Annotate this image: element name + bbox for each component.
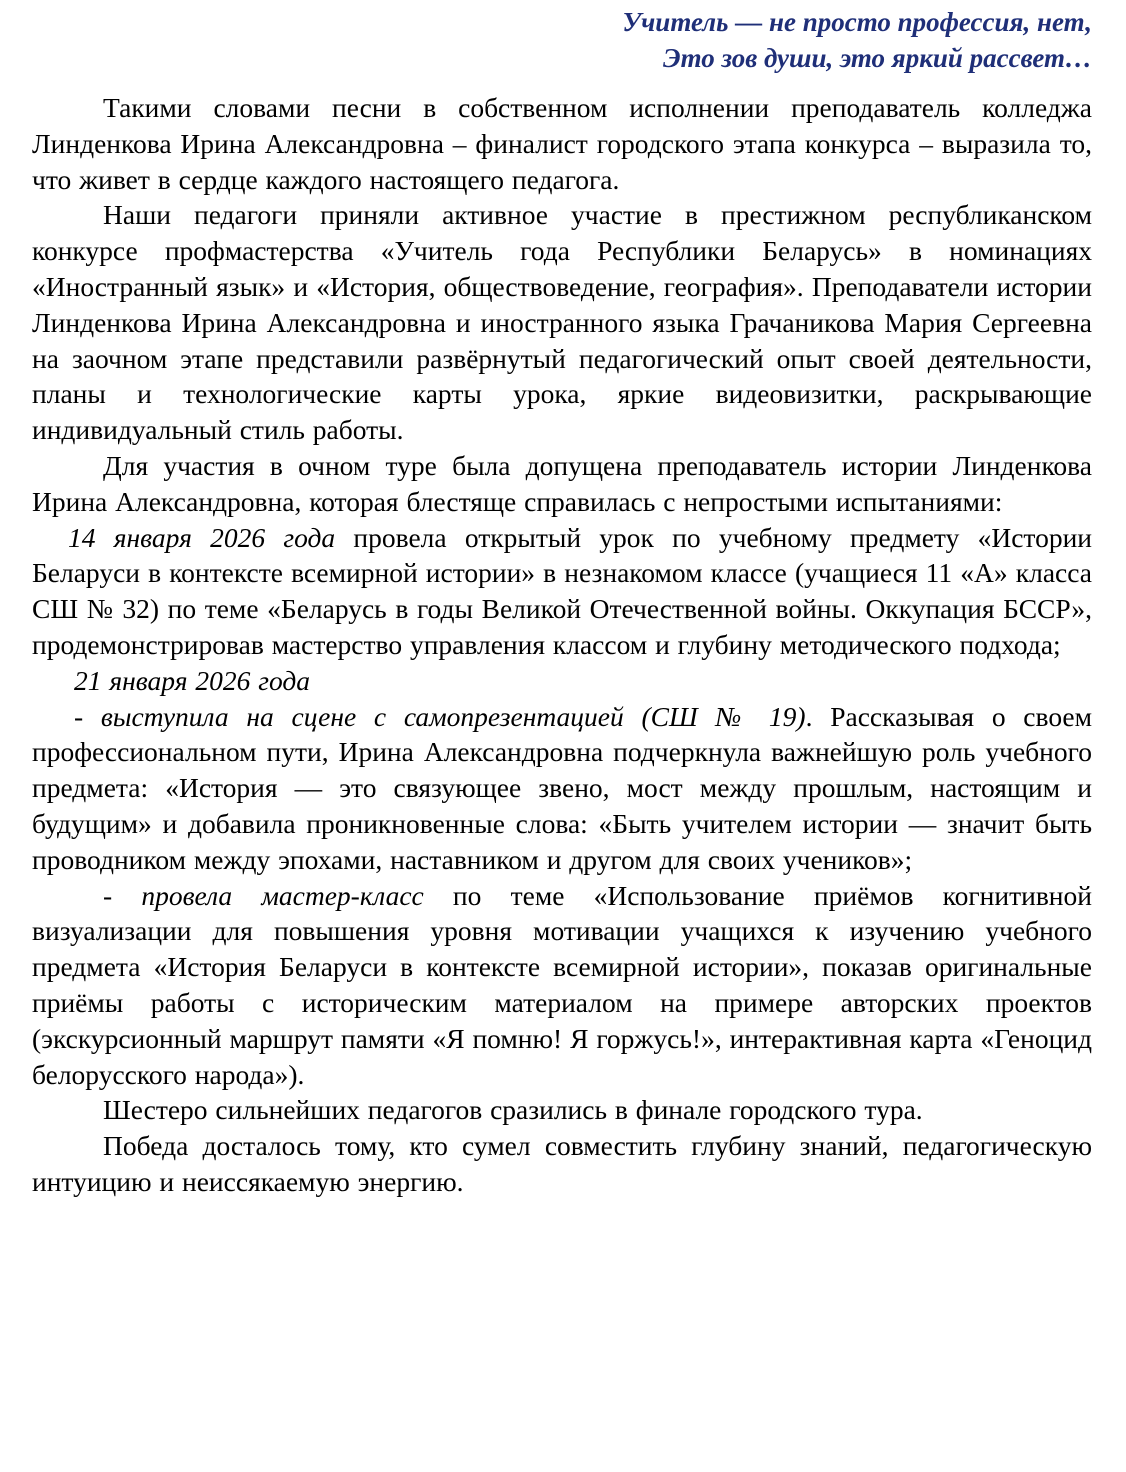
epigraph bbox=[32, 0, 1092, 76]
paragraph-open-lesson bbox=[32, 520, 1092, 663]
paragraph-master-class bbox=[32, 878, 1092, 1093]
self-presentation-label: - выступила на сцене с самопрезентацией (СШ № 19) bbox=[74, 700, 806, 732]
master-class-label: провела мастер-класс bbox=[141, 879, 424, 911]
date-open-lesson: 14 января 2026 года bbox=[68, 521, 336, 553]
article-body bbox=[32, 90, 1092, 1200]
paragraph-full-time-round: Для участия в очном туре была допущена преподаватель истории Линденкова Ирина Александровна, которая блестяще справилась с непростыми испытаниями: bbox=[32, 449, 1092, 517]
master-class-dash: - bbox=[103, 879, 142, 911]
document-page bbox=[32, 0, 1092, 1200]
epigraph-line-1: Учитель — не просто профессия, нет, bbox=[622, 7, 1092, 37]
open-lesson-text: провела открытый урок по учебному предмету «Истории Беларуси в контексте всемирной истории» в незнакомом классе (учащиеся 11 «А» класса СШ № 32) по теме «Беларусь в годы Великой Отечественной войны. Оккупация БССР», продемонстрировав мастерство управления классом и глубину методического подхода; bbox=[32, 521, 1092, 660]
paragraph-date-2 bbox=[32, 663, 1092, 699]
self-presentation-text: . Рассказывая о своем профессиональном пути, Ирина Александровна подчеркнула важнейшую роль учебного предмета: «История — это связующее звено, мост между прошлым, настоящим и будущим» и добавила проникновенные слова: «Быть учителем истории — значит быть проводником между эпохами, наставником и другом для своих учеников»; bbox=[32, 700, 1093, 875]
epigraph-line-2: Это зов души, это яркий рассвет… bbox=[663, 43, 1092, 73]
paragraph-self-presentation bbox=[32, 699, 1092, 878]
paragraph-final: Шестеро сильнейших педагогов сразились в финале городского тура. bbox=[103, 1094, 923, 1126]
paragraph-victory: Победа досталось тому, кто сумел совместить глубину знаний, педагогическую интуицию и неиссякаемую энергию. bbox=[32, 1130, 1092, 1197]
paragraph-intro: Такими словами песни в собственном исполнении преподаватель колледжа Линденкова Ирина Александровна – финалист городского этапа конкурса – выразила то, что живет в сердце каждого настоящего педагога. bbox=[32, 92, 1092, 195]
master-class-text: по теме «Использование приёмов когнитивной визуализации для повышения уровня мотивации учащихся к изучению учебного предмета «История Беларуси в контексте всемирной истории», показав оригинальные приёмы работы с историческим материалом на примере авторских проектов (экскурсионный маршрут памяти «Я помню! Я горжусь!», интерактивная карта «Геноцид белорусского народа»). bbox=[32, 879, 1092, 1090]
date-self-presentation: 21 января 2026 года bbox=[74, 664, 310, 696]
paragraph-participation: Наши педагоги приняли активное участие в престижном республиканском конкурсе профмастерства «Учитель года Республики Беларусь» в номинациях «Иностранный язык» и «История, обществоведение, география». Преподаватели истории Линденкова Ирина Александровна и иностранного языка Грачаникова Мария Сергеевна на заочном этапе представили развёрнутый педагогический опыт своей деятельности, планы и технологические карты урока, яркие видеовизитки, раскрывающие индивидуальный стиль работы. bbox=[32, 199, 1092, 446]
